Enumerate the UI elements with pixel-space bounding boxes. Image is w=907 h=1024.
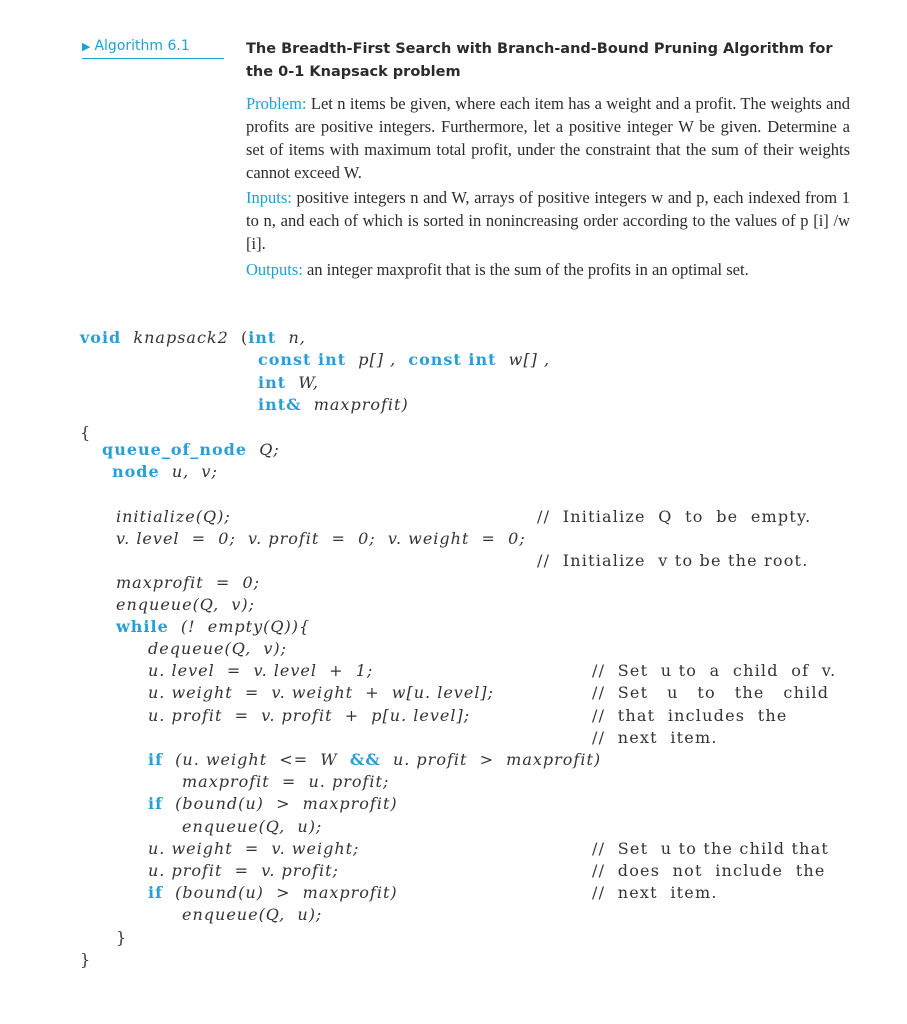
keyword-if: if: [148, 883, 163, 902]
code-queue-decl: [102, 439, 280, 461]
if-bound-condition: (bound(u) > maxprofit): [175, 883, 398, 902]
operator-and: &&: [349, 750, 381, 769]
param-W: W,: [298, 373, 320, 392]
param-n: n,: [288, 328, 306, 347]
outputs-text: an integer maxprofit that is the sum of the profits in an optimal set.: [306, 260, 749, 279]
var-Q: Q;: [259, 440, 280, 459]
keyword-void: void: [80, 328, 122, 347]
code-brace-open: {: [80, 423, 92, 442]
keyword-while: while: [116, 617, 169, 636]
param-w: w[] ,: [508, 350, 551, 369]
comment-child-3: // that includes the: [592, 706, 788, 725]
code-enqueue-u-2: enqueue(Q, u);: [182, 905, 323, 924]
code-signature-line-4: [258, 394, 409, 416]
comment-initialize: // Initialize Q to be empty.: [537, 507, 812, 526]
code-u-profit-reset: u. profit = v. profit;: [148, 861, 339, 880]
code-signature-line-1: [80, 327, 306, 349]
param-maxprofit: maxprofit): [313, 395, 409, 414]
keyword-int: int: [248, 328, 277, 347]
if-condition-a: (u. weight <= W: [175, 750, 338, 769]
algorithm-title: The Breadth-First Search with Branch-and-Bound Pruning Algorithm for the 0-1 Knapsack problem: [246, 41, 833, 80]
comment-root: // Initialize v to be the root.: [537, 551, 809, 570]
code-signature-line-3: [258, 372, 319, 394]
code-while: [116, 616, 310, 638]
code-v-init: v. level = 0; v. profit = 0; v. weight = 0;: [116, 529, 526, 548]
code-signature-line-2: [258, 349, 550, 371]
outputs-label: Outputs:: [246, 260, 303, 279]
triangle-right-icon: ▶: [82, 40, 91, 53]
code-u-profit: u. profit = v. profit + p[u. level];: [148, 706, 471, 725]
code-initialize: initialize(Q);: [116, 507, 231, 526]
keyword-if: if: [148, 794, 163, 813]
problem-text: Let n items be given, where each item has a weight and a profit. The weights and profits are positive integers. Furthermore, let a positive integer W be given. Determine a set of items with maximum total profit, under the constraint that the sum of their weights cannot exceed W.: [246, 94, 850, 182]
code-if-bound-2: [148, 882, 398, 904]
problem-label: Problem:: [246, 94, 307, 113]
keyword-int-ref: int&: [258, 395, 302, 414]
code-u-level: u. level = v. level + 1;: [148, 661, 374, 680]
param-p: p[] ,: [358, 350, 397, 369]
algorithm-number: Algorithm 6.1: [94, 38, 190, 54]
problem-paragraph: [246, 92, 850, 184]
code-enqueue-u-1: enqueue(Q, u);: [182, 817, 323, 836]
comment-noinc-3: // next item.: [592, 883, 718, 902]
outputs-paragraph: [246, 258, 850, 281]
code-u-weight-reset: u. weight = v. weight;: [148, 839, 360, 858]
type-queue-of-node: queue_of_node: [102, 440, 248, 459]
function-name: knapsack2: [133, 328, 229, 347]
keyword-int: int: [258, 373, 287, 392]
keyword-if: if: [148, 750, 163, 769]
while-condition: (! empty(Q)){: [180, 617, 311, 636]
comment-child-1: // Set u to a child of v.: [592, 661, 837, 680]
inputs-paragraph: [246, 186, 850, 255]
code-brace-close: }: [80, 950, 92, 969]
code-brace-inner: }: [116, 928, 128, 947]
if-condition-b: u. profit > maxprofit): [392, 750, 602, 769]
vars-u-v: u, v;: [171, 462, 218, 481]
code-enqueue-v: enqueue(Q, v);: [116, 595, 256, 614]
comment-child-2: // Set u to the child: [592, 683, 830, 702]
code-if-weight: [148, 749, 601, 771]
inputs-label: Inputs:: [246, 188, 292, 207]
code-maxprofit-zero: maxprofit = 0;: [116, 573, 261, 592]
code-u-weight: u. weight = v. weight + w[u. level];: [148, 683, 495, 702]
keyword-const-int: const int: [408, 350, 497, 369]
comment-noinc-2: // does not include the: [592, 861, 826, 880]
code-maxprofit-set: maxprofit = u. profit;: [182, 772, 390, 791]
comment-noinc-1: // Set u to the child that: [592, 839, 829, 858]
code-node-decl: [112, 461, 218, 483]
paren-open: (: [240, 328, 249, 347]
if-bound-condition: (bound(u) > maxprofit): [175, 794, 398, 813]
algorithm-tag: [82, 38, 224, 59]
type-node: node: [112, 462, 160, 481]
inputs-text: positive integers n and W, arrays of positive integers w and p, each indexed from 1 to n, and each of which is sorted in nonincreasing order according to the values of p [i] /w [i].: [246, 188, 851, 253]
keyword-const-int: const int: [258, 350, 347, 369]
code-if-bound-1: [148, 793, 398, 815]
code-dequeue: dequeue(Q, v);: [148, 639, 287, 658]
comment-child-4: // next item.: [592, 728, 718, 747]
